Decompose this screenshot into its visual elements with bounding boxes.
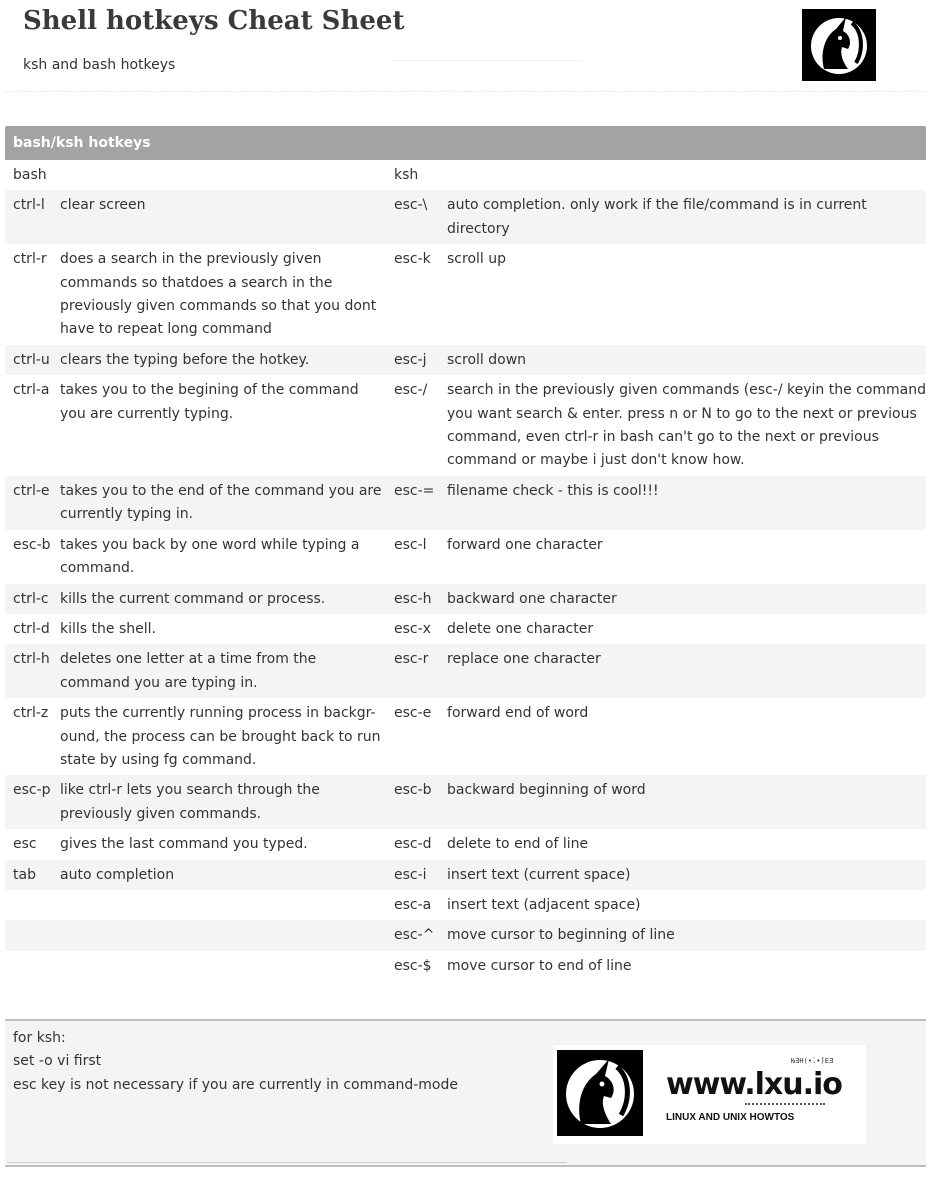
ksh-description: insert text (current space) xyxy=(439,860,926,890)
banner-tagline: LINUX AND UNIX HOWTOS xyxy=(666,1112,795,1123)
ksh-hotkey: esc-k xyxy=(386,244,439,345)
ksh-description: replace one character xyxy=(439,644,926,698)
ksh-hotkey: esc-l xyxy=(386,530,439,584)
banner-unicorn-icon xyxy=(557,1050,643,1136)
bash-description: kills the current command or process. xyxy=(52,584,386,614)
ksh-hotkey: esc-^ xyxy=(386,920,439,950)
bash-hotkey: esc-p xyxy=(5,775,52,829)
banner-dotted-line xyxy=(745,1103,825,1105)
bash-hotkey: ctrl-c xyxy=(5,584,52,614)
note-line: esc key is not necessary if you are currently in command-mode xyxy=(13,1076,458,1093)
banner-unicorn-logo xyxy=(557,1050,643,1136)
bash-description: puts the currently running process in backgr-ound, the process can be brought back to run state by using fg command. xyxy=(52,698,386,775)
table-row xyxy=(5,190,926,244)
ksh-description: filename check - this is cool!!! xyxy=(439,476,926,530)
page-header xyxy=(0,0,929,92)
bash-description: takes you back by one word while typing a command. xyxy=(52,530,386,584)
ksh-description: delete to end of line xyxy=(439,829,926,859)
ksh-description: move cursor to end of line xyxy=(439,951,926,981)
ksh-description: move cursor to beginning of line xyxy=(439,920,926,950)
bash-hotkey: ctrl-d xyxy=(5,614,52,644)
ksh-description: backward beginning of word xyxy=(439,775,926,829)
ksh-hotkey: esc-j xyxy=(386,345,439,375)
page-subtitle: ksh and bash hotkeys xyxy=(23,57,176,73)
ksh-description: insert text (adjacent space) xyxy=(439,890,926,920)
table-row xyxy=(5,829,926,859)
table-row xyxy=(5,698,926,775)
bash-hotkey: ctrl-h xyxy=(5,644,52,698)
bash-description xyxy=(52,951,386,981)
ksh-hotkey: esc-b xyxy=(386,775,439,829)
column-header-ksh: ksh xyxy=(386,160,926,190)
ksh-description: auto completion. only work if the file/command is in current directory xyxy=(439,190,926,244)
ksh-hotkey: esc-r xyxy=(386,644,439,698)
table-row xyxy=(5,951,926,981)
ksh-description: delete one character xyxy=(439,614,926,644)
footer-divider xyxy=(7,1162,567,1163)
unicorn-logo xyxy=(802,9,876,81)
note-line: for ksh: xyxy=(13,1030,66,1046)
bash-hotkey xyxy=(5,890,52,920)
ksh-hotkey: esc-e xyxy=(386,698,439,775)
ksh-description: forward end of word xyxy=(439,698,926,775)
cheat-sheet-section xyxy=(5,126,926,981)
ksh-description: scroll down xyxy=(439,345,926,375)
ksh-hotkey: esc-i xyxy=(386,860,439,890)
bash-hotkey: ctrl-l xyxy=(5,190,52,244)
table-row xyxy=(5,614,926,644)
lxu-banner xyxy=(553,1045,866,1144)
table-row xyxy=(5,244,926,345)
bash-hotkey: ctrl-r xyxy=(5,244,52,345)
ksh-description: search in the previously given commands (esc-/ keyin the command you want search & enter. press n or N to go to the next or previous command, even ctrl-r in bash can't go to the next or previous command or maybe i just don't know how. xyxy=(439,375,926,476)
faint-divider xyxy=(392,60,582,61)
bash-description: clears the typing before the hotkey. xyxy=(52,345,386,375)
bash-hotkey xyxy=(5,951,52,981)
bash-description: takes you to the end of the command you are currently typing in. xyxy=(52,476,386,530)
ksh-description: backward one character xyxy=(439,584,926,614)
table-row xyxy=(5,476,926,530)
bash-description xyxy=(52,890,386,920)
section-title: bash/ksh hotkeys xyxy=(5,126,926,160)
bash-description: kills the shell. xyxy=(52,614,386,644)
ksh-hotkey: esc-h xyxy=(386,584,439,614)
bash-hotkey: tab xyxy=(5,860,52,890)
bash-description: takes you to the begining of the command you are currently typing. xyxy=(52,375,386,476)
hotkeys-table xyxy=(5,160,926,981)
page-title: Shell hotkeys Cheat Sheet xyxy=(23,6,405,36)
bash-hotkey: ctrl-z xyxy=(5,698,52,775)
ksh-hotkey: esc-d xyxy=(386,829,439,859)
note-line: set -o vi first xyxy=(13,1053,102,1070)
bash-description: does a search in the previously given commands so thatdoes a search in the previously given commands so that you dont have to repeat long command xyxy=(52,244,386,345)
notes-footer xyxy=(5,1019,926,1167)
bash-hotkey: esc xyxy=(5,829,52,859)
bash-description xyxy=(52,920,386,950)
table-row xyxy=(5,775,926,829)
unicorn-logo-icon xyxy=(802,9,876,81)
ksh-hotkey: esc-$ xyxy=(386,951,439,981)
ksh-hotkey: esc-/ xyxy=(386,375,439,476)
bash-hotkey: ctrl-e xyxy=(5,476,52,530)
table-row xyxy=(5,890,926,920)
ksh-hotkey: esc-x xyxy=(386,614,439,644)
table-row xyxy=(5,530,926,584)
bash-description: like ctrl-r lets you search through the previously given commands. xyxy=(52,775,386,829)
bash-hotkey: ctrl-a xyxy=(5,375,52,476)
column-header-bash: bash xyxy=(5,160,386,190)
banner-hack-text: Ƕ∃H(•̀.•́)EƎ xyxy=(791,1057,834,1065)
ksh-description: forward one character xyxy=(439,530,926,584)
header-divider xyxy=(5,91,926,92)
bash-description: deletes one letter at a time from the command you are typing in. xyxy=(52,644,386,698)
column-header-row xyxy=(5,160,926,190)
bash-description: gives the last command you typed. xyxy=(52,829,386,859)
ksh-hotkey: esc-\ xyxy=(386,190,439,244)
ksh-description: scroll up xyxy=(439,244,926,345)
bash-hotkey: ctrl-u xyxy=(5,345,52,375)
ksh-hotkey: esc-= xyxy=(386,476,439,530)
table-row xyxy=(5,920,926,950)
ksh-notes xyxy=(13,1027,458,1097)
bash-hotkey xyxy=(5,920,52,950)
table-row xyxy=(5,584,926,614)
table-row xyxy=(5,345,926,375)
bash-description: clear screen xyxy=(52,190,386,244)
table-row xyxy=(5,375,926,476)
ksh-hotkey: esc-a xyxy=(386,890,439,920)
banner-url: www.lxu.io xyxy=(666,1067,842,1102)
bash-hotkey: esc-b xyxy=(5,530,52,584)
table-row xyxy=(5,860,926,890)
table-row xyxy=(5,644,926,698)
bash-description: auto completion xyxy=(52,860,386,890)
